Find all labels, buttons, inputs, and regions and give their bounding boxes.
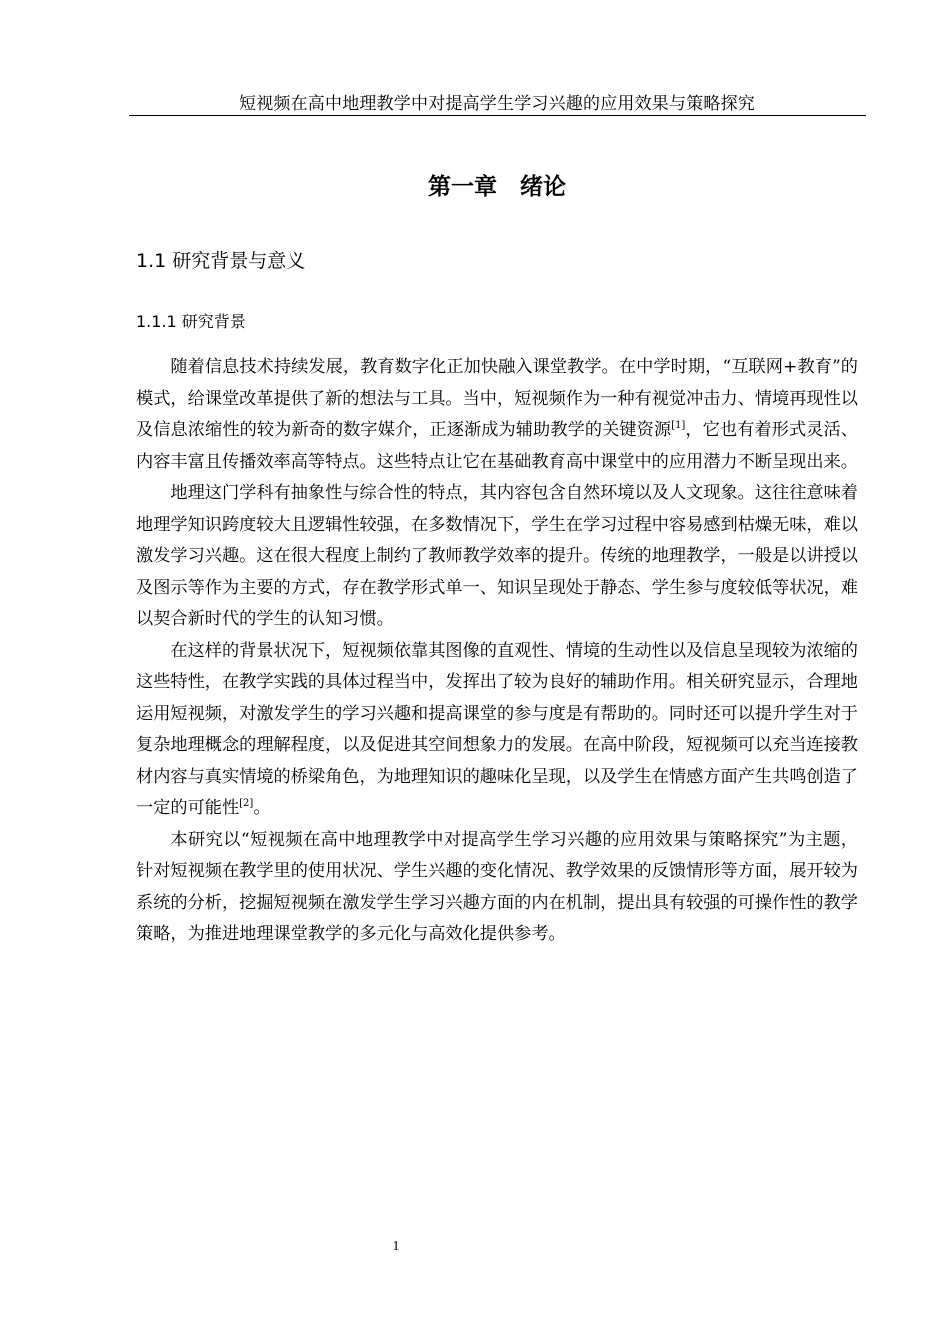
body-text <box>136 352 858 951</box>
chapter-title: 第一章 绪论 <box>428 174 566 200</box>
paragraph-1-text-a: 随着信息技术持续发展，教育数字化正加快融入课堂教学。在中学时期，“互联网+教育”的模式，给课堂改革提供了新的想法与工具。当中，短视频作为一种有视觉冲击力、情境再现性以及信息浓缩性的较为新奇的数字媒介，正逐渐成为辅助教学的关键资源 <box>136 357 858 440</box>
paragraph-3-text-b: 。 <box>253 798 271 818</box>
paragraph-1-text-b: ，它也有着形式灵活、内容丰富且传播效率高等特点。这些特点让它在基础教育高中课堂中的应用潜力不断呈现出来。 <box>136 420 858 472</box>
section-title: 1.1 研究背景与意义 <box>136 250 306 272</box>
citation-1: [1] <box>671 420 686 431</box>
header-rule <box>129 115 866 116</box>
paragraph-3-text-a: 在这样的背景状况下，短视频依靠其图像的直观性、情境的生动性以及信息呈现较为浓缩的这些特性，在教学实践的具体过程当中，发挥出了较为良好的辅助作用。相关研究显示，合理地运用短视频，对激发学生的学习兴趣和提高课堂的参与度是有帮助的。同时还可以提升学生对于复杂地理概念的理解程度，以及促进其空间想象力的发展。在高中阶段，短视频可以充当连接教材内容与真实情境的桥梁角色，为地理知识的趣味化呈现，以及学生在情感方面产生共鸣创造了一定的可能性 <box>136 640 858 818</box>
paragraph-2: 地理这门学科有抽象性与综合性的特点，其内容包含自然环境以及人文现象。这往往意味着地理学知识跨度较大且逻辑性较强，在多数情况下，学生在学习过程中容易感到枯燥无味，难以激发学习兴趣。这在很大程度上制约了教师教学效率的提升。传统的地理教学，一般是以讲授以及图示等作为主要的方式，存在教学形式单一、知识呈现处于静态、学生参与度较低等状况，难以契合新时代的学生的认知习惯。 <box>136 483 858 629</box>
paragraph-3 <box>136 636 858 825</box>
citation-2: [2] <box>239 798 254 809</box>
page-number: 1 <box>392 1239 400 1254</box>
running-header: 短视频在高中地理教学中对提高学生学习兴趣的应用效果与策略探究 <box>239 94 755 114</box>
paragraph-4: 本研究以“短视频在高中地理教学中对提高学生学习兴趣的应用效果与策略探究”为主题，针对短视频在教学里的使用状况、学生兴趣的变化情况、教学效果的反馈情形等方面，展开较为系统的分析，挖掘短视频在激发学生学习兴趣方面的内在机制，提出具有较强的可操作性的教学策略，为推进地理课堂教学的多元化与高效化提供参考。 <box>136 829 858 944</box>
paragraph-1 <box>136 352 858 478</box>
subsection-title: 1.1.1 研究背景 <box>136 312 246 331</box>
